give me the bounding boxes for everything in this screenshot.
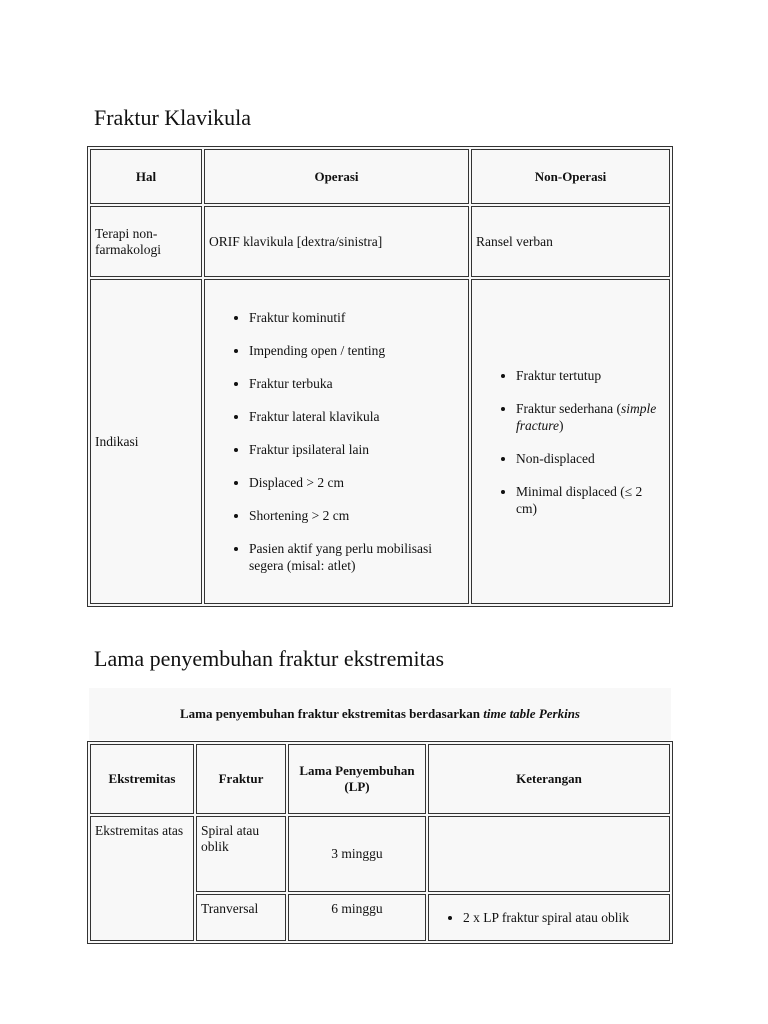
- table-header-row: [90, 744, 670, 814]
- list-item: [516, 400, 665, 434]
- cell-fraktur: Spiral atau oblik: [196, 816, 286, 892]
- list-item: • Fraktur lateral klavikula: [249, 408, 464, 425]
- cell-terapi-non-operasi: Ransel verban: [471, 206, 670, 277]
- list-item: • Fraktur terbuka: [249, 375, 464, 392]
- indikasi-non-operasi-list: [476, 367, 665, 517]
- cell-lama: 6 minggu: [288, 894, 426, 941]
- cell-keterangan: [428, 816, 670, 892]
- list-item: • Impending open / tenting: [249, 342, 464, 359]
- keterangan-list: [433, 909, 665, 926]
- list-item: • 2 x LP fraktur spiral atau oblik: [463, 909, 665, 926]
- table-header-row: [90, 149, 670, 204]
- indikasi-operasi-list: [209, 309, 464, 574]
- section-title-fraktur-klavikula: Fraktur Klavikula: [94, 105, 252, 130]
- cell-lama: 3 minggu: [288, 816, 426, 892]
- list-item: • Shortening > 2 cm: [249, 507, 464, 524]
- item-italic-text: simple fracture: [516, 400, 657, 433]
- list-item: • Displaced > 2 cm: [249, 474, 464, 491]
- header-fraktur: Fraktur: [196, 744, 286, 814]
- row-label-terapi: Terapi non-farmakologi: [90, 206, 202, 277]
- caption-italic: time table Perkins: [483, 706, 580, 721]
- item-text: ): [559, 417, 564, 433]
- list-item: • Fraktur tertutup: [516, 367, 665, 384]
- list-item: • Pasien aktif yang perlu mobilisasi segera (misal: atlet): [249, 540, 464, 574]
- cell-indikasi-operasi: [204, 279, 469, 604]
- header-operasi: Operasi: [204, 149, 469, 204]
- cell-ekstremitas: Ekstremitas atas: [90, 816, 194, 941]
- table-caption: [89, 688, 671, 740]
- caption-text: Lama penyembuhan fraktur ekstremitas berdasarkan: [179, 706, 484, 721]
- list-item: • Fraktur kominutif: [249, 309, 464, 326]
- header-ekstremitas: Ekstremitas: [90, 744, 194, 814]
- table-row: [90, 206, 670, 277]
- header-lama-penyembuhan: Lama Penyembuhan (LP): [288, 744, 426, 814]
- lama-penyembuhan-table: [87, 741, 673, 944]
- item-text: Fraktur sederhana (: [516, 400, 621, 416]
- cell-fraktur: Tranversal: [196, 894, 286, 941]
- table-row: [90, 279, 670, 604]
- list-item: • Fraktur ipsilateral lain: [249, 441, 464, 458]
- header-non-operasi: Non-Operasi: [471, 149, 670, 204]
- list-item: • Minimal displaced (≤ 2 cm): [516, 483, 665, 517]
- cell-keterangan: [428, 894, 670, 941]
- header-hal: Hal: [90, 149, 202, 204]
- cell-terapi-operasi: ORIF klavikula [dextra/sinistra]: [204, 206, 469, 277]
- header-keterangan: Keterangan: [428, 744, 670, 814]
- table-row: [90, 816, 670, 892]
- klavikula-table: [87, 146, 673, 607]
- cell-indikasi-non-operasi: [471, 279, 670, 604]
- list-item: • Non-displaced: [516, 450, 665, 467]
- row-label-indikasi: Indikasi: [90, 279, 202, 604]
- section-title-lama-penyembuhan: Lama penyembuhan fraktur ekstremitas: [94, 646, 445, 671]
